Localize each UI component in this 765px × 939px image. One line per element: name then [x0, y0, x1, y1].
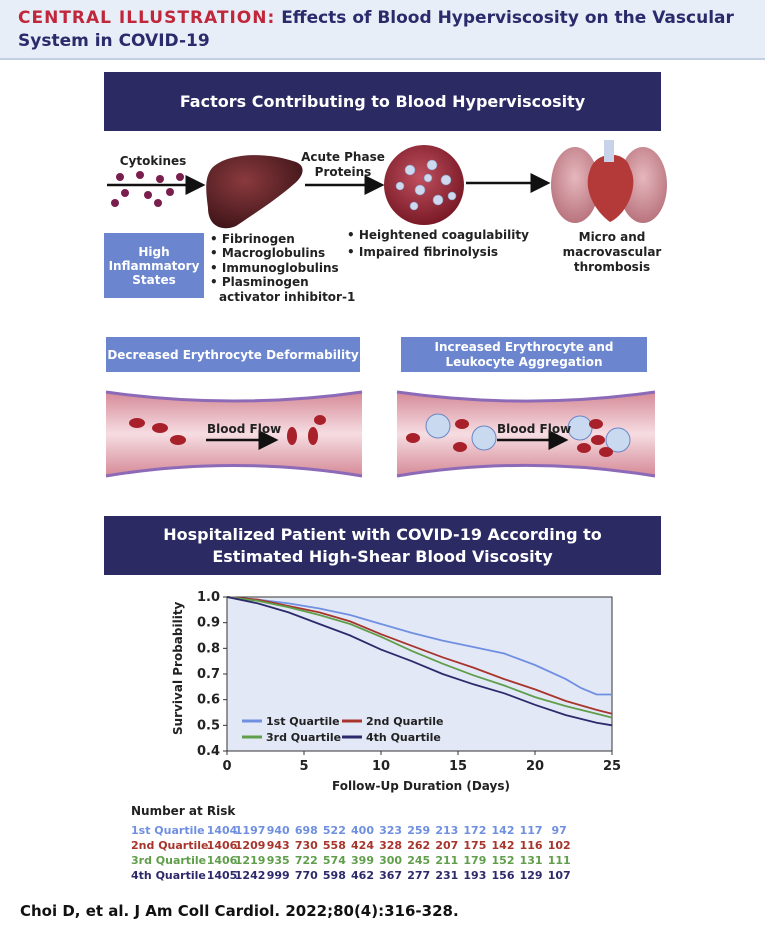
citation: Choi D, et al. J Am Coll Cardiol. 2022;80(4):316-328.: [20, 902, 459, 920]
legend-label: 1st Quartile: [266, 715, 340, 728]
clot-item: • Impaired fibrinolysis: [347, 245, 499, 259]
risk-value: 300: [379, 854, 403, 867]
y-tick-label: 0.5: [196, 718, 220, 734]
high-inflammatory-line3: States: [132, 272, 176, 287]
x-axis: [222, 751, 621, 774]
risk-value: 231: [435, 869, 459, 882]
risk-value: 213: [435, 824, 459, 837]
risk-value: 117: [519, 824, 543, 837]
section1-title: Factors Contributing to Blood Hyperviscosity: [179, 92, 586, 111]
thrombosis-line2: macrovascular: [562, 245, 662, 259]
high-inflammatory-states-box: [104, 233, 204, 298]
liver-item-continuation: activator inhibitor-1: [219, 290, 356, 304]
x-tick-label: 10: [371, 759, 391, 774]
risk-value: 193: [463, 869, 487, 882]
thrombosis-line3: thrombosis: [573, 260, 651, 274]
section3-title-bar: [104, 516, 661, 575]
risk-value: 558: [322, 839, 346, 852]
y-tick-label: 0.9: [196, 615, 220, 631]
risk-value: 111: [547, 854, 571, 867]
cytokine-dots: [111, 171, 184, 207]
risk-value: 175: [463, 839, 487, 852]
risk-value: 574: [322, 854, 346, 867]
risk-value: 999: [266, 869, 290, 882]
risk-value: 97: [551, 824, 567, 837]
risk-value: 730: [294, 839, 318, 852]
acute-phase-label-line1: Acute Phase: [301, 150, 385, 164]
x-tick-label: 25: [602, 759, 622, 774]
y-axis: [197, 590, 227, 759]
risk-value: 262: [407, 839, 431, 852]
risk-row-label: 2nd Quartile: [131, 839, 209, 852]
y-axis-label: Survival Probability: [171, 601, 185, 735]
risk-value: 722: [294, 854, 318, 867]
blood-flow-label-1: Blood Flow: [207, 422, 282, 436]
risk-value: 207: [435, 839, 459, 852]
liver-icon: [206, 155, 302, 228]
risk-value: 698: [294, 824, 318, 837]
aggregation-box: [401, 337, 647, 372]
risk-value: 1209: [234, 839, 266, 852]
risk-row-label: 3rd Quartile: [131, 854, 207, 867]
risk-value: 116: [519, 839, 543, 852]
y-tick-label: 0.7: [196, 667, 220, 682]
x-tick-label: 15: [448, 759, 468, 774]
risk-value: 259: [407, 824, 431, 837]
deformability-box: [106, 337, 360, 372]
risk-value: 1405: [206, 869, 238, 882]
thrombosis-line1: Micro and: [578, 230, 646, 244]
survival-chart: [197, 590, 621, 774]
risk-value: 940: [266, 824, 290, 837]
risk-value: 142: [491, 839, 515, 852]
risk-value: 367: [379, 869, 403, 882]
central-illustration-label: CENTRAL ILLUSTRATION:: [18, 8, 276, 28]
risk-value: 107: [547, 869, 571, 882]
liver-item: • Macroglobulins: [210, 246, 326, 260]
risk-value: 142: [491, 824, 515, 837]
risk-row-label: 1st Quartile: [131, 824, 205, 837]
clot-item: • Heightened coagulability: [347, 228, 529, 242]
risk-value: 598: [322, 869, 346, 882]
risk-value: 323: [379, 824, 403, 837]
liver-item: • Fibrinogen: [210, 232, 295, 246]
risk-value: 1404: [206, 824, 238, 837]
risk-value: 102: [547, 839, 571, 852]
risk-value: 1197: [234, 824, 266, 837]
legend-label: 4th Quartile: [366, 731, 441, 744]
header-title-line2: System in COVID-19: [18, 31, 210, 51]
lungs-heart-icon: [551, 140, 667, 223]
liver-item: • Immunoglobulins: [210, 261, 339, 275]
x-tick-label: 20: [525, 759, 545, 774]
high-inflammatory-line1: High: [138, 244, 170, 259]
y-tick-label: 0.4: [196, 744, 220, 759]
y-tick-label: 1.0: [196, 590, 220, 605]
risk-value: 245: [407, 854, 431, 867]
risk-value: 399: [351, 854, 374, 867]
x-axis-label: Follow-Up Duration (Days): [332, 779, 510, 793]
blood-flow-label-2: Blood Flow: [497, 422, 572, 436]
risk-value: 131: [519, 854, 543, 867]
risk-table-title: Number at Risk: [131, 804, 236, 818]
risk-value: 424: [351, 839, 374, 852]
section3-title-line2: Estimated High-Shear Blood Viscosity: [212, 546, 553, 566]
clot-icon: [384, 145, 464, 225]
aggregation-line2: Leukocyte Aggregation: [445, 354, 603, 369]
section3-title-line1: Hospitalized Patient with COVID-19 According to: [163, 524, 602, 544]
x-tick-label: 0: [222, 759, 232, 774]
risk-value: 943: [266, 839, 290, 852]
risk-value: 179: [463, 854, 487, 867]
risk-value: 935: [266, 854, 290, 867]
deformability-label: Decreased Erythrocyte Deformability: [107, 347, 359, 362]
risk-value: 1242: [234, 869, 266, 882]
aggregation-line1: Increased Erythrocyte and: [434, 339, 614, 354]
legend-label: 3rd Quartile: [266, 731, 342, 744]
risk-value: 522: [322, 824, 346, 837]
header-title-text: Effects of Blood Hyperviscosity on the Vascular: [281, 8, 734, 28]
risk-value: 156: [491, 869, 515, 882]
y-tick-label: 0.6: [196, 692, 220, 708]
risk-value: 211: [435, 854, 459, 867]
risk-value: 1406: [206, 854, 238, 867]
y-tick-label: 0.8: [196, 641, 220, 657]
risk-value: 1219: [234, 854, 266, 867]
risk-value: 172: [463, 824, 487, 837]
risk-value: 129: [519, 869, 543, 882]
risk-value: 152: [491, 854, 515, 867]
risk-value: 770: [294, 869, 318, 882]
high-inflammatory-line2: Inflammatory: [108, 258, 200, 273]
risk-value: 400: [351, 824, 374, 837]
acute-phase-label-line2: Proteins: [314, 165, 372, 179]
cytokines-label: Cytokines: [119, 154, 187, 168]
legend-label: 2nd Quartile: [366, 715, 444, 728]
x-tick-label: 5: [299, 759, 309, 774]
risk-value: 462: [351, 869, 374, 882]
risk-value: 277: [407, 869, 431, 882]
risk-value: 1406: [206, 839, 238, 852]
risk-value: 328: [379, 839, 403, 852]
risk-row-label: 4th Quartile: [131, 869, 206, 882]
liver-item: • Plasminogen: [210, 275, 309, 289]
